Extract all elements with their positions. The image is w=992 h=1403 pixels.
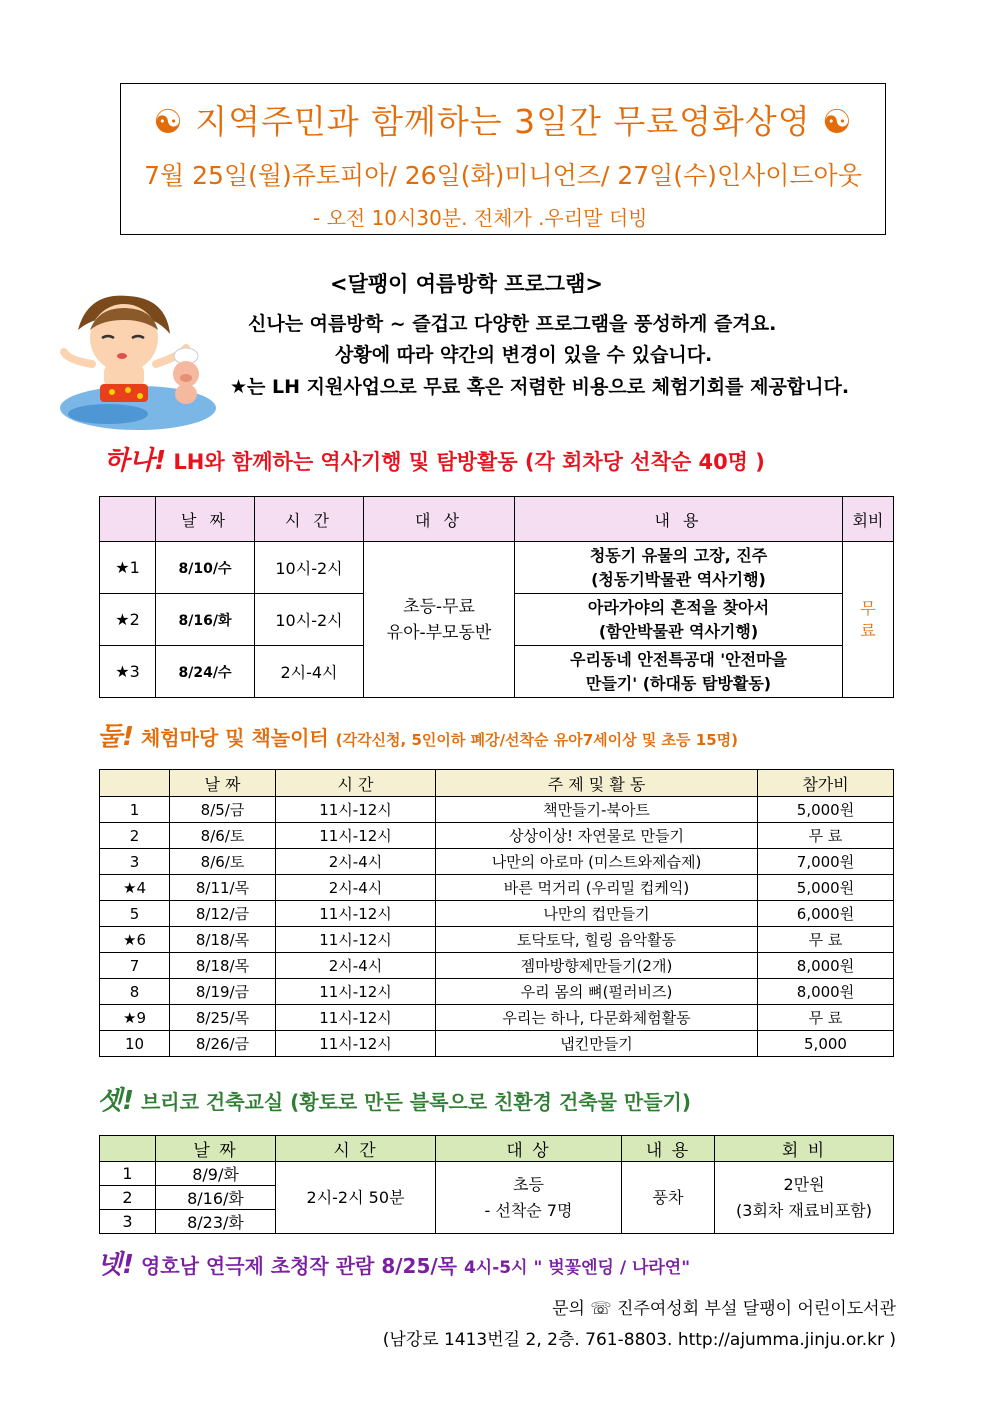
movie-banner	[120, 83, 886, 235]
row-fee: 5,000원	[758, 797, 894, 823]
architecture-table	[99, 1135, 894, 1234]
row-fee: 5,000원	[758, 875, 894, 901]
target-line-2: - 선착순 7명	[484, 1200, 573, 1220]
table-row	[100, 901, 894, 927]
section1-number: 하나!	[104, 446, 167, 476]
row-time: 11시-12시	[276, 823, 436, 849]
section1-heading	[104, 440, 765, 477]
row-number: 1	[100, 1162, 156, 1186]
row-number: 1	[100, 797, 170, 823]
row-number: 7	[100, 953, 170, 979]
intro-line-2: 상황에 따라 약간의 변경이 있을 수 있습니다.	[335, 344, 713, 366]
row-fee: 무 료	[758, 823, 894, 849]
intro-line-1: 신나는 여름방학 ~ 즐겁고 다양한 프로그램을 풍성하게 즐겨요.	[248, 313, 777, 335]
banner-detail: - 오전 10시30분. 전체가 .우리말 더빙	[313, 206, 648, 230]
section4-number: 넷!	[97, 1250, 134, 1280]
row-date: 8/19/금	[170, 979, 276, 1005]
row-number: 5	[100, 901, 170, 927]
section2-heading	[97, 716, 738, 753]
row-number: 2	[100, 1186, 156, 1210]
banner-schedule: 7월 25일(월)쥬토피아/ 26일(화)미니언즈/ 27일(수)인사이드아웃	[144, 161, 862, 190]
program-title: <달팽이 여름방학 프로그램>	[330, 272, 603, 296]
content-line-1: 청동기 유물의 고장, 진주	[589, 545, 768, 565]
row-date: 8/10/수	[156, 542, 255, 594]
col-header-fee: 회비	[843, 497, 894, 542]
time-cell: 2시-2시 50분	[276, 1162, 436, 1234]
row-number: 10	[100, 1031, 170, 1057]
row-time: 11시-12시	[276, 901, 436, 927]
row-time: 11시-12시	[276, 797, 436, 823]
row-date: 8/25/목	[170, 1005, 276, 1031]
row-number: ★1	[100, 542, 156, 594]
target-line-1: 초등	[513, 1174, 544, 1194]
col-header-no	[100, 1136, 156, 1162]
col-header-time: 시 간	[276, 1136, 436, 1162]
table-row	[100, 979, 894, 1005]
col-header-date: 날 짜	[156, 497, 255, 542]
col-header-no	[100, 497, 156, 542]
row-number: 3	[100, 1210, 156, 1234]
row-fee: 8,000원	[758, 953, 894, 979]
fee-cell	[715, 1162, 894, 1234]
col-header-date: 날 짜	[170, 770, 276, 797]
row-number: 8	[100, 979, 170, 1005]
fee-line-1: 무	[860, 598, 876, 618]
kid-illustration	[58, 290, 228, 430]
col-header-activity: 주 제 및 활 동	[436, 770, 758, 797]
row-fee: 5,000	[758, 1031, 894, 1057]
row-date: 8/16/화	[156, 1186, 276, 1210]
table-row	[100, 953, 894, 979]
row-time: 10시-2시	[255, 594, 364, 646]
row-fee: 무 료	[758, 1005, 894, 1031]
table-header-row	[100, 770, 894, 797]
row-activity: 토닥토닥, 힐링 음악활동	[436, 927, 758, 953]
row-fee: 8,000원	[758, 979, 894, 1005]
section1-title: LH와 함께하는 역사기행 및 탐방활동 (각 회차당 선착순 40명 )	[166, 450, 765, 474]
col-header-fee: 회 비	[715, 1136, 894, 1162]
content-line-2: 만들기' (하대동 탐방활동)	[585, 673, 772, 693]
target-line-1: 초등-무료	[403, 596, 475, 617]
row-time: 2시-4시	[276, 875, 436, 901]
row-activity: 나만의 아로마 (미스트와제습제)	[436, 849, 758, 875]
table-header-row	[100, 497, 894, 542]
content-line-2: (청동기박물관 역사기행)	[591, 569, 766, 589]
row-date: 8/9/화	[156, 1162, 276, 1186]
section2-number: 둘!	[97, 722, 134, 752]
row-activity: 젬마방향제만들기(2개)	[436, 953, 758, 979]
section3-heading	[97, 1080, 691, 1117]
row-activity: 냅킨만들기	[436, 1031, 758, 1057]
table-row	[100, 797, 894, 823]
content-cell: 풍차	[622, 1162, 715, 1234]
row-time: 10시-2시	[255, 542, 364, 594]
row-activity: 바른 먹거리 (우리밀 컵케익)	[436, 875, 758, 901]
row-date: 8/6/토	[170, 823, 276, 849]
col-header-date: 날 짜	[156, 1136, 276, 1162]
content-line-1: 아라가야의 흔적을 찾아서	[587, 597, 770, 617]
experience-table	[99, 769, 894, 1057]
intro-line-3: ★는 LH 지원사업으로 무료 혹은 저렴한 비용으로 체험기회를 제공합니다.	[230, 376, 850, 398]
row-time: 2시-4시	[276, 849, 436, 875]
row-date: 8/18/목	[170, 927, 276, 953]
row-activity: 우리 몸의 뼈(펄러비즈)	[436, 979, 758, 1005]
row-content	[515, 594, 843, 646]
table-row	[100, 542, 894, 594]
section2-note: (각각신청, 5인이하 폐강/선착순 유아7세이상 및 초등 15명)	[335, 731, 738, 749]
address-info: (남강로 1413번길 2, 2층. 761-8803. http://ajumma.jinju.or.kr )	[382, 1330, 896, 1350]
col-header-target: 대 상	[436, 1136, 622, 1162]
col-header-time: 시 간	[255, 497, 364, 542]
history-trip-table	[99, 496, 894, 698]
section2-title: 체험마당 및 책놀이터	[133, 726, 336, 750]
row-number: 2	[100, 823, 170, 849]
row-number: ★6	[100, 927, 170, 953]
table-row	[100, 1031, 894, 1057]
row-date: 8/23/화	[156, 1210, 276, 1234]
row-number: ★9	[100, 1005, 170, 1031]
col-header-content: 내 용	[622, 1136, 715, 1162]
row-fee: 6,000원	[758, 901, 894, 927]
target-cell	[436, 1162, 622, 1234]
fee-line-2: 료	[860, 620, 876, 640]
row-activity: 우리는 하나, 다문화체험활동	[436, 1005, 758, 1031]
row-number: ★3	[100, 646, 156, 698]
row-fee: 7,000원	[758, 849, 894, 875]
row-date: 8/16/화	[156, 594, 255, 646]
col-header-no	[100, 770, 170, 797]
section3-number: 셋!	[97, 1086, 134, 1116]
row-content	[515, 542, 843, 594]
row-number: ★4	[100, 875, 170, 901]
row-date: 8/11/목	[170, 875, 276, 901]
table-row	[100, 823, 894, 849]
row-fee: 무 료	[758, 927, 894, 953]
section4-title: 영호남 연극제 초청작 관람 8/25/목	[133, 1254, 464, 1278]
section3-title: 브리코 건축교실 (황토로 만든 블록으로 친환경 건축물 만들기)	[133, 1090, 691, 1114]
section4-heading	[97, 1244, 690, 1281]
row-time: 11시-12시	[276, 927, 436, 953]
content-line-2: (함안박물관 역사기행)	[598, 621, 759, 641]
col-header-time: 시 간	[276, 770, 436, 797]
table-row	[100, 927, 894, 953]
row-date: 8/5/금	[170, 797, 276, 823]
table-row	[100, 849, 894, 875]
row-number: 3	[100, 849, 170, 875]
row-content	[515, 646, 843, 698]
col-header-fee: 참가비	[758, 770, 894, 797]
col-header-target: 대 상	[364, 497, 515, 542]
section4-detail: 4시-5시 " 벚꽃엔딩 / 나라연"	[463, 1258, 691, 1278]
fee-line-1: 2만원	[783, 1174, 825, 1194]
row-time: 11시-12시	[276, 979, 436, 1005]
table-row	[100, 875, 894, 901]
row-time: 11시-12시	[276, 1005, 436, 1031]
table-row	[100, 1005, 894, 1031]
col-header-content: 내 용	[515, 497, 843, 542]
contact-info: 문의 ☏ 진주여성회 부설 달팽이 어린이도서관	[552, 1299, 896, 1319]
row-activity: 책만들기-북아트	[436, 797, 758, 823]
row-date: 8/6/토	[170, 849, 276, 875]
content-line-1: 우리동네 안전특공대 '안전마을	[570, 649, 787, 669]
target-cell	[364, 542, 515, 698]
target-line-2: 유아-부모동반	[386, 622, 492, 643]
row-time: 2시-4시	[276, 953, 436, 979]
row-date: 8/18/목	[170, 953, 276, 979]
table-row	[100, 1162, 894, 1186]
row-activity: 나만의 컵만들기	[436, 901, 758, 927]
row-number: ★2	[100, 594, 156, 646]
row-time: 2시-4시	[255, 646, 364, 698]
row-time: 11시-12시	[276, 1031, 436, 1057]
experience-table-body	[100, 797, 894, 1057]
row-date: 8/12/금	[170, 901, 276, 927]
fee-line-2: (3회차 재료비포함)	[736, 1200, 872, 1220]
row-date: 8/24/수	[156, 646, 255, 698]
table-header-row	[100, 1136, 894, 1162]
row-date: 8/26/금	[170, 1031, 276, 1057]
banner-title: ☯ 지역주민과 함께하는 3일간 무료영화상영 ☯	[153, 102, 853, 141]
fee-cell	[843, 542, 894, 698]
row-activity: 상상이상! 자연물로 만들기	[436, 823, 758, 849]
